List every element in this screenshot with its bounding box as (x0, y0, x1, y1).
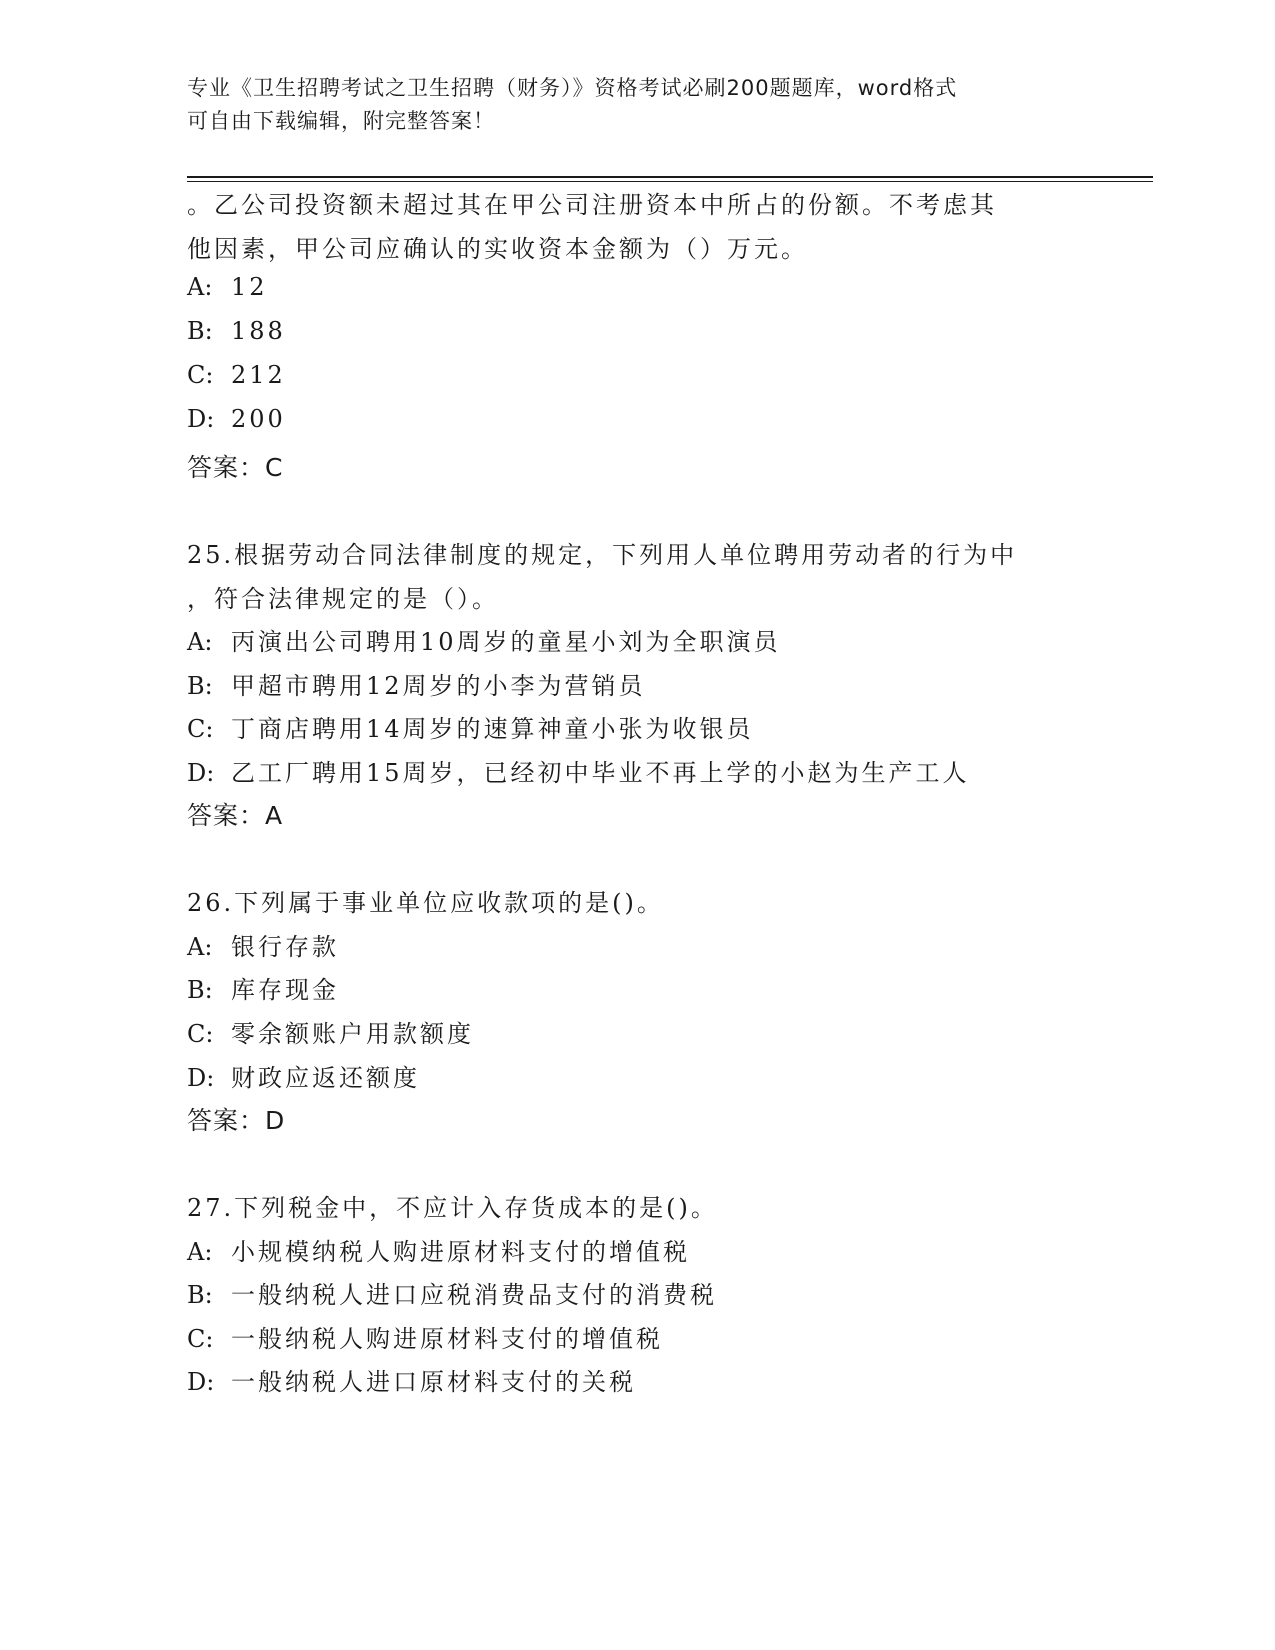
option-c (187, 1319, 663, 1354)
header-title-line-2: 可自由下载编辑，附完整答案！ (187, 109, 495, 133)
option-label: D: (187, 1064, 215, 1092)
option-c (187, 1014, 474, 1049)
option-label: B: (187, 976, 213, 1004)
document-header (187, 72, 1067, 138)
option-text: 一般纳税人购进原材料支付的增值税 (231, 1325, 663, 1353)
option-text: 丙演出公司聘用10周岁的童星小刘为全职演员 (231, 628, 781, 656)
question-text-line: 他因素，甲公司应确认的实收资本金额为（）万元。 (187, 235, 808, 263)
option-text: 一般纳税人进口原材料支付的关税 (231, 1368, 636, 1396)
option-text: 小规模纳税人购进原材料支付的增值税 (231, 1238, 690, 1266)
option-text: 银行存款 (231, 933, 339, 961)
option-text: 丁商店聘用14周岁的速算神童小张为收银员 (231, 715, 754, 743)
option-c (187, 709, 754, 744)
option-b (187, 317, 286, 345)
option-text: 212 (231, 361, 286, 389)
option-b (187, 970, 339, 1005)
option-d (187, 405, 286, 433)
option-label: A: (187, 628, 213, 656)
option-text: 一般纳税人进口应税消费品支付的消费税 (231, 1281, 717, 1309)
option-label: B: (187, 1281, 213, 1309)
question-text-line: ，符合法律规定的是（）。 (187, 585, 499, 613)
option-a (187, 927, 339, 962)
option-text: 零余额账户用款额度 (231, 1020, 474, 1048)
option-a (187, 273, 268, 301)
option-d (187, 1362, 636, 1397)
option-label: C: (187, 1325, 214, 1353)
answer-line: 答案：D (187, 1106, 286, 1135)
option-label: A: (187, 273, 213, 301)
option-label: C: (187, 1020, 214, 1048)
question-text-line: 27.下列税金中，不应计入存货成本的是()。 (187, 1194, 718, 1222)
option-text: 甲超市聘用12周岁的小李为营销员 (231, 672, 646, 700)
option-a (187, 622, 781, 657)
header-divider-thin (187, 181, 1153, 182)
option-label: B: (187, 672, 213, 700)
header-title-line-1: 专业《卫生招聘考试之卫生招聘（财务）》资格考试必刷200题题库，word格式 (187, 76, 958, 100)
option-text: 财政应返还额度 (231, 1064, 420, 1092)
option-text: 188 (231, 317, 286, 345)
option-label: D: (187, 759, 215, 787)
option-a (187, 1232, 690, 1267)
question-text-line: 26.下列属于事业单位应收款项的是()。 (187, 889, 664, 917)
question-text-line: 25.根据劳动合同法律制度的规定，下列用人单位聘用劳动者的行为中 (187, 541, 1018, 569)
option-label: B: (187, 317, 213, 345)
option-c (187, 361, 286, 389)
option-text: 12 (231, 273, 268, 301)
option-text: 200 (231, 405, 286, 433)
option-label: C: (187, 715, 214, 743)
option-b (187, 1275, 717, 1310)
option-d (187, 1058, 420, 1093)
answer-line: 答案：C (187, 453, 284, 482)
option-label: A: (187, 1238, 213, 1266)
header-divider-thick (187, 176, 1153, 178)
question-text-line: 。乙公司投资额未超过其在甲公司注册资本中所占的份额。不考虑其 (187, 191, 997, 219)
option-text: 库存现金 (231, 976, 339, 1004)
option-label: D: (187, 1368, 215, 1396)
option-d (187, 753, 970, 788)
option-label: C: (187, 361, 214, 389)
option-b (187, 666, 646, 701)
option-label: D: (187, 405, 215, 433)
answer-line: 答案：A (187, 801, 284, 830)
option-label: A: (187, 933, 213, 961)
option-text: 乙工厂聘用15周岁，已经初中毕业不再上学的小赵为生产工人 (231, 759, 970, 787)
